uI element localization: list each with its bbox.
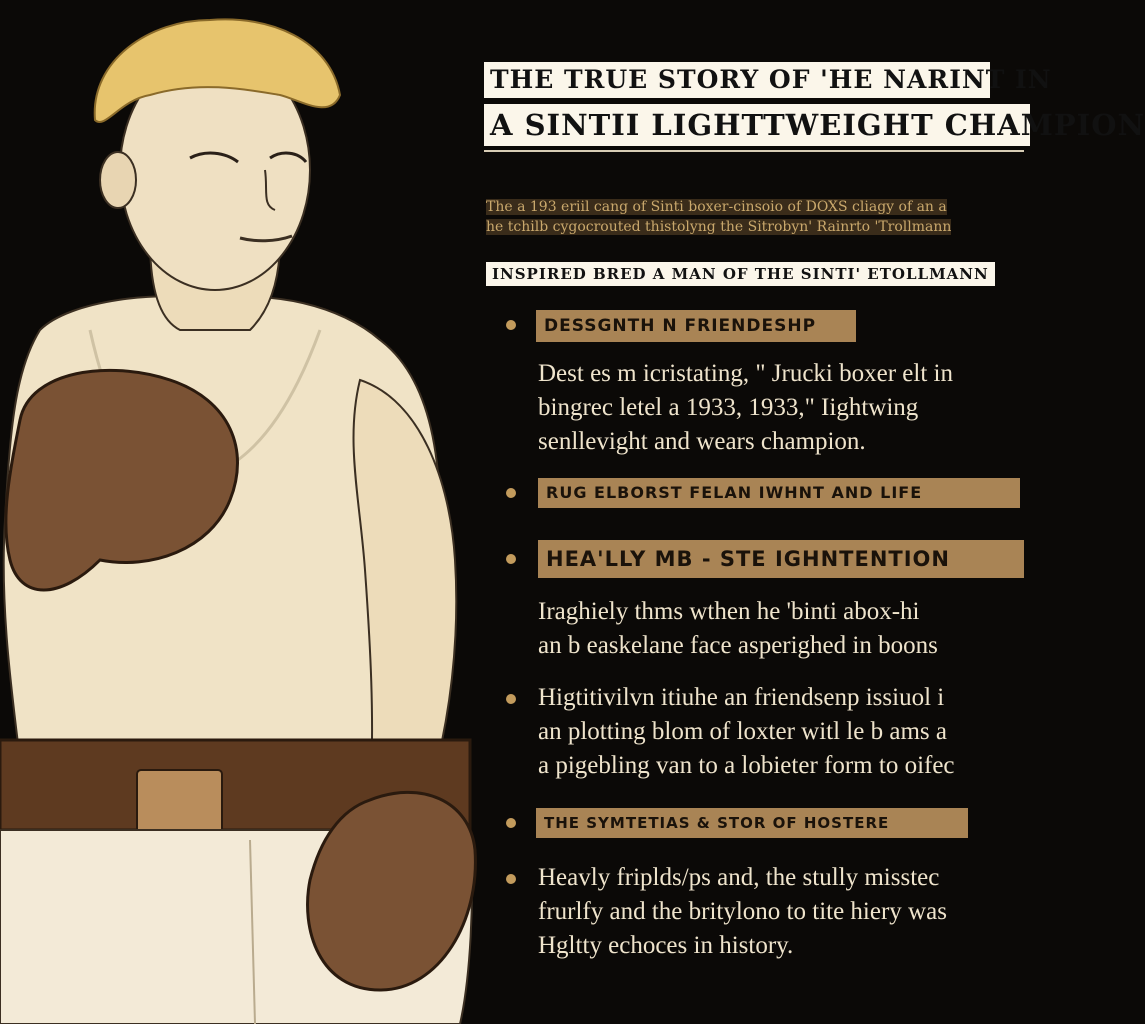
section-body-line: Iraghiely thms wthen he 'binti abox-hi	[538, 598, 920, 625]
section-body-line: Higtitivilvn itiuhe an friendsenp issiuol i	[538, 684, 945, 711]
section-body-line: Hgltty echoces in history.	[538, 932, 794, 959]
bullet-icon	[506, 694, 516, 704]
section-body-line: a pigebling van to a lobieter form to oifec	[538, 752, 955, 779]
section-heading: RUG ELBORST FELAN IWHNT AND LIFE	[538, 478, 1020, 508]
section-body-line: Heavly friplds/ps and, the stully misstec	[538, 864, 940, 891]
section-body-line: frurlfy and the britylono to tite hiery was	[538, 898, 947, 925]
poster-title-line-2: A SINTII LIGHTTWEIGHT CHAMPION	[484, 104, 1030, 146]
intro-line-2	[486, 218, 1026, 236]
section-heading: HEA'LLY MB - STE IGHNTENTION	[538, 540, 1024, 578]
bullet-icon	[506, 874, 516, 884]
section-body-line: bingrec letel a 1933, 1933," Iightwing	[538, 394, 919, 421]
intro-text-2: he tchilb cygocrouted thistolyng the Sitrobyn' Rainrto 'Trollmann	[486, 219, 952, 235]
boxer-illustration	[0, 0, 500, 1024]
bullet-icon	[506, 818, 516, 828]
bullet-icon	[506, 554, 516, 564]
inspired-banner: INSPIRED BRED A MAN OF THE SINTI' ETOLLMANN	[486, 262, 995, 286]
intro-line-1	[486, 198, 1026, 216]
bullet-icon	[506, 320, 516, 330]
section-body-line: an plotting blom of loxter witl le b ams a	[538, 718, 947, 745]
section-heading: DESSGNTH N FRIENDESHP	[536, 310, 856, 342]
intro-text-1: The a 193 eriil cang of Sinti boxer-cinsoio of DOXS cliagy of an a	[486, 199, 947, 215]
title-divider	[484, 150, 1024, 152]
section-body-line: Dest es m icristating, " Jrucki boxer elt in	[538, 360, 953, 387]
bullet-icon	[506, 488, 516, 498]
section-heading: THE SYMTETIAS & STOR OF HOSTERE	[536, 808, 968, 838]
boxer-ear	[100, 152, 136, 208]
section-body-line: senllevight and wears champion.	[538, 428, 866, 455]
poster-title-line-1: THE TRUE STORY OF 'HE NARINT IN	[484, 62, 990, 98]
section-body-line: an b easkelane face asperighed in boons	[538, 632, 938, 659]
